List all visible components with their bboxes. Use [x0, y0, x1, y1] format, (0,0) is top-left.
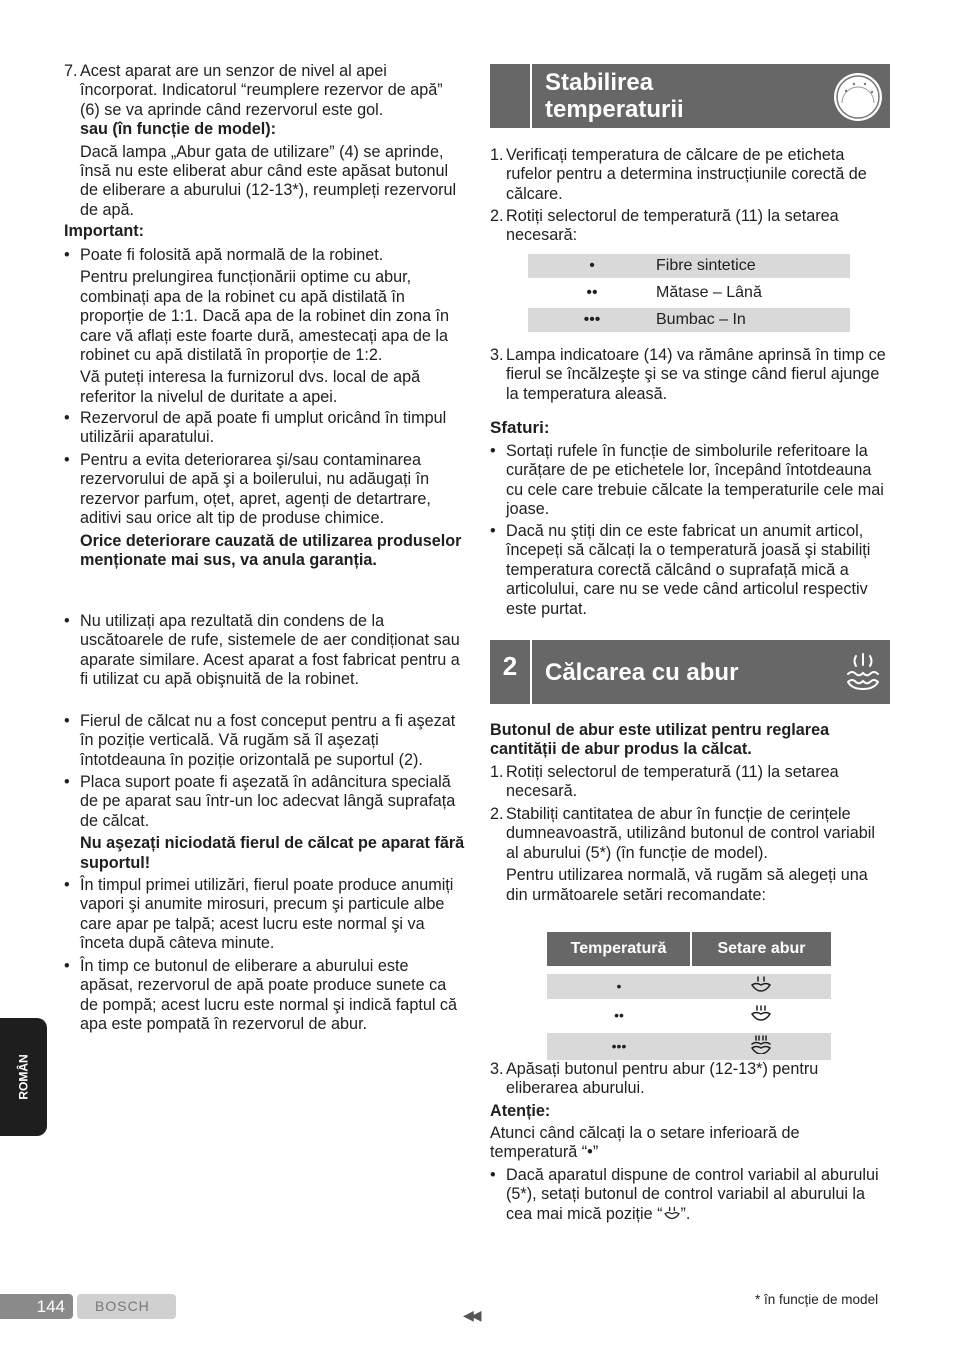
- language-label: ROMÂN: [15, 1054, 30, 1100]
- table-row: [547, 974, 831, 999]
- text-part: Dacă aparatul dispune de control variabil al aburului (5*), setați butonul de control variabil al aburului la cea mai mică poziție “: [506, 1166, 879, 1223]
- step-number: 1.: [490, 146, 504, 164]
- list-item: [490, 442, 890, 520]
- list-text: Pentru a evita deteriorarea şi/sau contaminarea rezervorului de apă şi a boilerului, nu adăugați în rezervor parfum, oțet, apret, agenți de detartrare, aditivi sau orice alt tip de produse chimice.: [80, 451, 431, 528]
- section-number: 2: [502, 651, 518, 681]
- table-cell: •••: [583, 311, 601, 329]
- list-item: [64, 773, 466, 873]
- section-title: Călcarea cu abur: [545, 659, 739, 686]
- step-number: 1.: [490, 763, 504, 781]
- list-item: [64, 612, 466, 690]
- brand-label: [77, 1294, 176, 1319]
- bullet-icon: •: [64, 451, 70, 469]
- steam-icon: [844, 652, 882, 692]
- table-row: [547, 1003, 831, 1028]
- list-item: [64, 409, 466, 448]
- fabric-table: [528, 254, 850, 332]
- list-text: Poate fi folosită apă normală de la robinet.: [80, 246, 384, 264]
- step-3: [490, 346, 890, 404]
- table-row: [528, 281, 850, 305]
- page-number: [0, 1294, 73, 1319]
- list-text: Fierul de călcat nu a fost conceput pentru a fi aşezat în poziție verticală. Vă rugăm să îl aşezați întotdeauna în poziție orizontală pe suportul (2).: [80, 712, 456, 769]
- table-row: [528, 254, 850, 278]
- section-title-line: temperaturii: [545, 96, 684, 123]
- section-title: [545, 69, 684, 123]
- step-2: [490, 207, 890, 246]
- step-number: 2.: [490, 805, 504, 823]
- attention-title: Atenție:: [490, 1102, 551, 1120]
- steam-level-3-icon: [750, 1034, 772, 1054]
- step-text: Pentru utilizarea normală, vă rugăm să alegeți una din următoarele setări recomandate:: [506, 866, 868, 904]
- list-bold: Orice deteriorare cauzată de utilizarea produselor menționate mai sus, va anula garanția.: [80, 531, 462, 570]
- footnote: * în funcție de model: [755, 1292, 879, 1307]
- list-text: Vă puteți interesa la furnizorul dvs. local de apă referitor la nivelul de duritate a apei.: [80, 368, 421, 406]
- bullet-icon: •: [490, 442, 496, 460]
- list-item: [64, 957, 466, 1035]
- bullet-icon: •: [64, 712, 70, 730]
- list-bold: Nu aşezați niciodată fierul de călcat pe aparat fără suportul!: [80, 834, 465, 872]
- list-item: [64, 246, 466, 407]
- item-text: Dacă lampa „Abur gata de utilizare” (4) se aprinde, însă nu este eliberat abur când este apăsat butonul de eliberare a aburului (12-13*), reumpleți rezervorul de apă.: [80, 142, 457, 219]
- table-cell: [691, 1033, 831, 1060]
- text-part: ”.: [680, 1204, 691, 1223]
- steam-intro: Butonul de abur este utilizat pentru reglarea cantității de abur produs la călcat.: [490, 721, 830, 759]
- language-tab: [0, 1018, 47, 1136]
- list-text: Nu utilizați apa rezultată din condens de la uscătoarele de rufe, sistemele de aer condiționat sau aparate similare. Acest aparat a fost fabricat pentru a fi utilizat cu apă obişnuită de la robinet.: [80, 612, 460, 689]
- important-label: Important:: [64, 222, 145, 240]
- table-cell: [691, 1003, 831, 1028]
- list-text: În timpul primei utilizări, fierul poate produce anumiți vapori şi anumite mirosuri, precum şi particule albe care apar pe talpă; acest lucru este normal şi va înceta după câteva minute.: [80, 876, 454, 953]
- table-cell: ••: [614, 1007, 624, 1024]
- table-header: Setare abur: [691, 932, 831, 966]
- step-text: Rotiți selectorul de temperatură (11) la setarea necesară.: [506, 763, 839, 801]
- bullet-icon: •: [64, 876, 70, 894]
- step-text: Apăsați butonul pentru abur (12-13*) pentru eliberarea aburului.: [506, 1060, 819, 1098]
- header-stub: [490, 64, 532, 128]
- bullet-icon: •: [64, 773, 70, 791]
- list-item: [64, 451, 466, 570]
- list-text: Sortați rufele în funcție de simbolurile referitoare la curățare de pe etichetele lor, începând întotdeauna cu cele care trebuie călcate la temperaturile cele mai joase.: [506, 442, 884, 519]
- list-text: Placa suport poate fi aşezată în adâncitura specială de pe aparat sau într-un loc adecvat lângă suprafața de călcat.: [80, 773, 456, 830]
- item-number: 7.: [64, 62, 78, 80]
- steam-min-icon: [663, 1206, 681, 1220]
- table-row: [547, 1033, 831, 1060]
- bullet-icon: •: [490, 522, 496, 540]
- table-cell: ••: [586, 284, 598, 302]
- bullet-icon: •: [64, 246, 70, 264]
- list-item: [490, 522, 890, 619]
- list-item: [490, 1166, 890, 1224]
- temperature-dial-icon: [832, 71, 884, 123]
- step-1: [490, 763, 890, 802]
- list-item: [64, 876, 466, 954]
- bullet-icon: •: [490, 1166, 496, 1184]
- table-cell: •: [616, 978, 622, 994]
- section-header-steam: [490, 640, 890, 704]
- section-title-line: Stabilirea: [545, 69, 654, 96]
- section-header-temperature: [490, 64, 890, 128]
- list-item: [64, 712, 466, 770]
- list-text: [506, 1166, 890, 1224]
- step-text: Verificați temperatura de călcare de pe eticheta rufelor pentru a determina instrucțiunile corectă de călcare.: [506, 146, 867, 203]
- step-text: Lampa indicatoare (14) va rămâne aprinsă în timp ce fierul se încălzeşte şi se va stinge când fierul ajunge la temperatura aleasă.: [506, 346, 886, 403]
- previous-page-icon[interactable]: ◀◀: [463, 1307, 479, 1323]
- table-row: [528, 308, 850, 332]
- table-cell: Mătase – Lână: [656, 284, 762, 302]
- step-number: 2.: [490, 207, 504, 225]
- brand-text: BOSCH: [95, 1298, 150, 1314]
- table-cell: [691, 974, 831, 999]
- page-number-text: 144: [36, 1297, 65, 1316]
- item-bold: sau (în funcție de model):: [80, 120, 277, 139]
- step-number: 3.: [490, 346, 504, 364]
- table-cell: •••: [611, 1037, 627, 1054]
- step-text: Stabiliți cantitatea de abur în funcție de cerințele dumneavoastră, utilizând butonul de control variabil al aburului (5*) (în funcție de model).: [506, 805, 875, 862]
- list-text: În timp ce butonul de eliberare a aburului este apăsat, rezervorul de apă poate produce sunete ca de pompă; acest lucru este normal şi indică faptul că apa este pompată în rezervorul de abur.: [80, 957, 458, 1034]
- list-text: Rezervorul de apă poate fi umplut oricând în timpul utilizării aparatului.: [80, 409, 447, 447]
- table-header: Temperatură: [547, 932, 691, 966]
- table-cell: Fibre sintetice: [656, 257, 756, 275]
- steam-level-1-icon: [750, 975, 772, 993]
- list-text: Dacă nu ştiți din ce este fabricat un anumit articol, începeți să călcați la o temperatură joasă şi stabiliți temperatura corectă călcând o suprafață mică a articolului, care nu se vede când articolul respectiv este purtat.: [506, 522, 871, 618]
- step-1: [490, 146, 890, 204]
- table-cell: Bumbac – In: [656, 311, 746, 329]
- table-cell: •: [589, 257, 595, 275]
- step-2: [490, 805, 890, 905]
- step-number: 3.: [490, 1060, 504, 1078]
- bullet-icon: •: [64, 409, 70, 427]
- steam-level-2-icon: [750, 1004, 772, 1022]
- steam-table: [547, 932, 831, 1060]
- list-text: Pentru prelungirea funcționării optime cu abur, combinați apa de la robinet cu apă distilată în proporție de 1:1. Dacă apa de la robinet din zona în care vă aflați este foarte dură, amestecați apa de la robinet cu apă distilată în proporție de 1:2.: [80, 268, 449, 365]
- item-text: Acest aparat are un senzor de nivel al apei încorporat. Indicatorul “reumplere rezervor de apă” (6) se va aprinde când rezervorul este gol.: [80, 62, 443, 119]
- item-7: [64, 62, 466, 220]
- step-3: [490, 1060, 890, 1099]
- tips-title: Sfaturi:: [490, 418, 550, 437]
- bullet-icon: •: [64, 957, 70, 975]
- step-text: Rotiți selectorul de temperatură (11) la setarea necesară:: [506, 207, 839, 245]
- attention-text: Atunci când călcați la o setare inferioară de temperatură “•”: [490, 1124, 800, 1162]
- bullet-icon: •: [64, 612, 70, 630]
